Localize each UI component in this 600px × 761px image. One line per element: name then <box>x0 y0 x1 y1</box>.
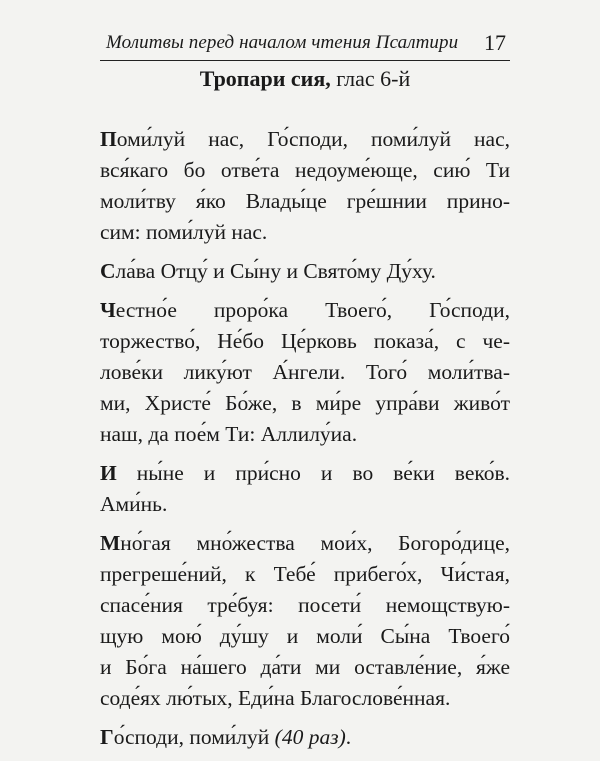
paragraph-initial: Г <box>100 725 114 749</box>
line-text: но́гая мно́жества мои́х, Богоро́дице, <box>120 531 510 555</box>
page-number: 17 <box>484 30 506 55</box>
heading-title: Тропари сия, <box>199 66 331 91</box>
line-text: оми́луй нас, Го́споди, поми́луй нас, <box>116 127 510 151</box>
line-text: естно́е проро́ка Твоего́, Го́споди, <box>115 298 510 322</box>
text-line: лове́ки лику́ют А́нгели. Того́ моли́тва- <box>100 360 510 384</box>
text-line <box>100 295 510 326</box>
line-text: о́споди, поми́луй <box>113 725 275 749</box>
line-tail: . <box>345 725 352 749</box>
text-line: моли́тву я́ко Влады́це гре́шнии прино- <box>100 189 510 213</box>
running-head-title: Молитвы перед началом чтения Псалтири <box>106 32 459 53</box>
text-line <box>100 458 510 489</box>
text-line: торжество́, Не́бо Це́рковь показа́, с че- <box>100 329 510 353</box>
text-line <box>100 124 510 155</box>
text-line <box>100 528 510 559</box>
paragraph-theotokion <box>100 528 510 714</box>
prayer-text <box>100 124 510 761</box>
section-heading <box>100 66 510 92</box>
paragraph-initial: Ч <box>100 298 116 322</box>
rubric-note: (40 раз) <box>274 725 346 749</box>
paragraph-now-and-ever <box>100 458 510 520</box>
paragraph-troparion-2 <box>100 295 510 450</box>
text-line: вся́каго бо отве́та недоуме́юще, сию́ Ти <box>100 158 510 182</box>
text-line: прегреше́ний, к Тебе́ прибего́х, Чи́стая, <box>100 562 510 586</box>
paragraph-initial: П <box>100 127 117 151</box>
paragraph-glory <box>100 256 510 287</box>
text-line: и Бо́га на́шего да́ти ми оставле́ние, я́же <box>100 655 510 679</box>
text-line: Ами́нь. <box>100 492 168 516</box>
line-text: ла́ва Отцу́ и Сы́ну и Свято́му Ду́ху. <box>115 259 436 283</box>
paragraph-lord-have-mercy <box>100 722 510 753</box>
text-line: соде́ях лю́тых, Еди́на Благослове́нная. <box>100 686 451 710</box>
text-line <box>100 256 510 287</box>
paragraph-initial: С <box>100 259 116 283</box>
line-text: ны́не и при́сно и во ве́ки веко́в. <box>116 461 510 485</box>
text-line: ми, Христе́ Бо́же, в ми́ре упра́ви живо́т <box>100 391 510 415</box>
heading-tone: глас 6-й <box>330 66 411 91</box>
paragraph-troparion-1 <box>100 124 510 248</box>
paragraph-initial: М <box>100 531 121 555</box>
paragraph-initial: И <box>100 461 117 485</box>
text-line: сим: поми́луй нас. <box>100 220 268 244</box>
text-line: спасе́ния тре́буя: посети́ немощствую- <box>100 593 510 617</box>
text-line: щую мою́ ду́шу и моли́ Сы́на Твоего́ <box>100 624 510 648</box>
text-line <box>100 722 510 753</box>
text-line: наш, да пое́м Ти: Аллилу́иа. <box>100 422 358 446</box>
running-head <box>100 30 510 61</box>
